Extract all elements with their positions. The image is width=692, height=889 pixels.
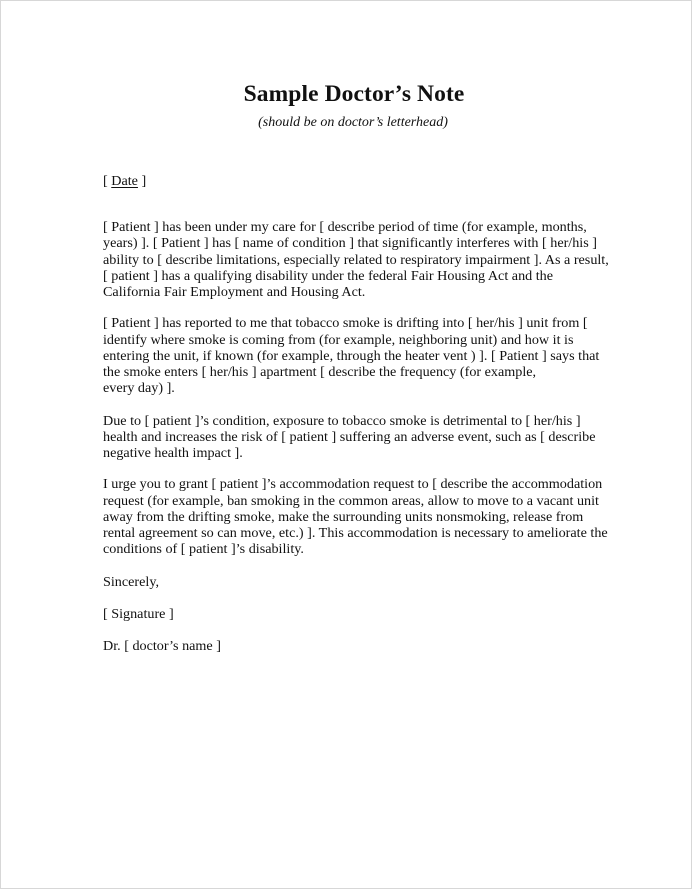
paragraph-line: the smoke enters [ her/his ] apartment [ describe the frequency (for example, <box>103 364 537 380</box>
paragraph-line: negative health impact ]. <box>103 445 243 461</box>
paragraph-condition <box>103 219 609 300</box>
paragraph-line: I urge you to grant [ patient ]’s accommodation request to [ describe the accommodation <box>103 476 603 493</box>
paragraph-line: [ patient ] has a qualifying disability under the federal Fair Housing Act and the <box>103 267 554 284</box>
closing-line: Sincerely, <box>103 573 160 590</box>
doctor-name-placeholder: Dr. [ doctor’s name ] <box>103 638 221 654</box>
paragraph-line: [ Patient ] has reported to me that tobacco smoke is drifting into [ her/his ] unit from [ <box>103 315 588 332</box>
paragraph-line: identify where smoke is coming from (for example, neighboring unit) and how it is <box>103 331 574 348</box>
paragraph-line: health and increases the risk of [ patient ] suffering an adverse event, such as [ describe <box>103 428 596 445</box>
paragraph-line: California Fair Employment and Housing Act. <box>103 284 366 300</box>
paragraph-line: ability to [ describe limitations, especially related to respiratory impairment ]. As a result, <box>103 251 609 268</box>
paragraph-accommodation <box>103 476 608 558</box>
paragraph-line: away from the drifting smoke, make the surrounding units nonsmoking, release from <box>103 508 584 525</box>
letterhead-note: (should be on doctor’s letterhead) <box>258 115 448 130</box>
paragraph-line: rental agreement so can move, etc.) ]. This accommodation is necessary to ameliorate the <box>103 525 608 541</box>
paragraph-line: Due to [ patient ]’s condition, exposure to tobacco smoke is detrimental to [ her/his ] <box>103 412 581 429</box>
paragraph-line: [ Patient ] has been under my care for [ describe period of time (for example, months, <box>103 219 587 235</box>
letter-content <box>103 79 609 654</box>
date-label: Date <box>111 173 138 189</box>
paragraph-line: every day) ]. <box>103 380 175 397</box>
paragraph-smoke-report <box>103 315 603 396</box>
signature-placeholder: [ Signature ] <box>103 605 174 622</box>
paragraph-line: entering the unit, if known (for example, through the heater vent ) ]. [ Patient ] says that <box>103 347 600 364</box>
paragraph-line: request (for example, ban smoking in the common areas, allow to move to a vacant unit <box>103 492 599 509</box>
page-title: Sample Doctor’s Note <box>243 81 465 107</box>
paragraph-line: years) ]. [ Patient ] has [ name of condition ] that significantly interferes with [ her/his ] <box>103 235 597 252</box>
paragraph-line: conditions of [ patient ]’s disability. <box>103 541 304 558</box>
date-placeholder <box>103 173 603 189</box>
date-open-bracket: [ <box>103 173 112 189</box>
date-close-bracket: ] <box>137 173 147 189</box>
paragraph-health-risk <box>103 413 603 462</box>
